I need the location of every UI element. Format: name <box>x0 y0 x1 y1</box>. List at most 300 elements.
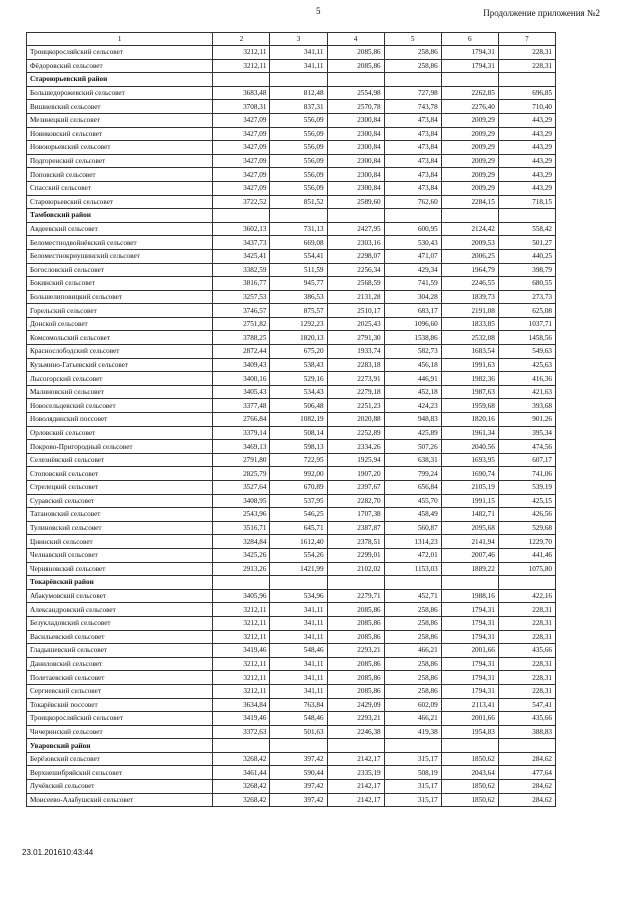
value-cell: 1421,99 <box>270 562 327 576</box>
value-cell: 3427,09 <box>213 181 270 195</box>
value-cell: 741,06 <box>498 467 555 481</box>
value-cell: 537,95 <box>270 494 327 508</box>
value-cell: 554,26 <box>270 548 327 562</box>
settlement-name: Троицкоросляйский сельсовет <box>27 712 213 726</box>
settlement-name: Татановский сельсовет <box>27 508 213 522</box>
value-cell: 2284,15 <box>441 195 498 209</box>
value-cell: 2256,34 <box>327 263 384 277</box>
value-cell: 1850,62 <box>441 752 498 766</box>
value-cell: 2872,44 <box>213 345 270 359</box>
value-cell: 3437,73 <box>213 236 270 250</box>
value-cell: 315,17 <box>384 752 441 766</box>
value-cell: 3212,11 <box>213 657 270 671</box>
table-row <box>27 467 556 481</box>
value-cell: 228,31 <box>498 657 555 671</box>
settlement-name: Токарёвский поссовет <box>27 698 213 712</box>
table-row <box>27 331 556 345</box>
value-cell: 452,18 <box>384 385 441 399</box>
value-cell: 3427,09 <box>213 113 270 127</box>
value-cell: 2335,19 <box>327 766 384 780</box>
value-cell <box>213 73 270 87</box>
value-cell: 429,34 <box>384 263 441 277</box>
value-cell: 501,27 <box>498 236 555 250</box>
value-cell: 2298,07 <box>327 249 384 263</box>
value-cell: 731,13 <box>270 222 327 236</box>
value-cell: 2085,86 <box>327 684 384 698</box>
print-timestamp: 23.01.201610:43:44 <box>22 848 94 857</box>
value-cell: 3382,59 <box>213 263 270 277</box>
settlement-name: Большелиповицкий сельсовет <box>27 290 213 304</box>
value-cell: 1292,23 <box>270 317 327 331</box>
value-cell: 2085,86 <box>327 46 384 60</box>
table-row <box>27 141 556 155</box>
value-cell <box>384 739 441 753</box>
value-cell <box>384 73 441 87</box>
value-cell: 284,62 <box>498 780 555 794</box>
settlement-name: Вишневский сельсовет <box>27 100 213 114</box>
value-cell: 3427,09 <box>213 154 270 168</box>
value-cell: 397,42 <box>270 780 327 794</box>
value-cell: 228,31 <box>498 59 555 73</box>
table-row <box>27 793 556 807</box>
value-cell: 1229,70 <box>498 535 555 549</box>
value-cell: 2085,86 <box>327 630 384 644</box>
value-cell: 948,83 <box>384 413 441 427</box>
value-cell: 426,56 <box>498 508 555 522</box>
table-row <box>27 630 556 644</box>
value-cell: 443,29 <box>498 113 555 127</box>
value-cell: 3268,42 <box>213 752 270 766</box>
value-cell: 3427,09 <box>213 127 270 141</box>
value-cell: 472,01 <box>384 548 441 562</box>
value-cell: 2246,55 <box>441 277 498 291</box>
column-header: 4 <box>327 33 384 46</box>
value-cell: 466,21 <box>384 644 441 658</box>
value-cell: 258,86 <box>384 616 441 630</box>
value-cell: 416,36 <box>498 372 555 386</box>
value-cell <box>498 739 555 753</box>
value-cell <box>327 209 384 223</box>
value-cell: 538,43 <box>270 358 327 372</box>
value-cell: 304,28 <box>384 290 441 304</box>
value-cell: 2142,17 <box>327 752 384 766</box>
value-cell: 1082,19 <box>270 413 327 427</box>
settlement-name: Комсомольский сельсовет <box>27 331 213 345</box>
value-cell: 2252,89 <box>327 426 384 440</box>
value-cell: 2141,94 <box>441 535 498 549</box>
value-cell: 1933,74 <box>327 345 384 359</box>
value-cell: 2429,09 <box>327 698 384 712</box>
column-header: 2 <box>213 33 270 46</box>
value-cell: 1987,63 <box>441 385 498 399</box>
table-row <box>27 426 556 440</box>
table-row <box>27 725 556 739</box>
table-body <box>27 46 556 807</box>
value-cell: 2009,29 <box>441 181 498 195</box>
table-row <box>27 603 556 617</box>
value-cell: 2543,96 <box>213 508 270 522</box>
settlement-name: Чичеринский сельсовет <box>27 725 213 739</box>
settlement-name: Черняновский сельсовет <box>27 562 213 576</box>
value-cell: 625,08 <box>498 304 555 318</box>
settlement-name: Новолядинский поссовет <box>27 413 213 427</box>
value-cell: 228,31 <box>498 630 555 644</box>
value-cell: 549,63 <box>498 345 555 359</box>
settlement-name: Беломестнодвойнёвский сельсовет <box>27 236 213 250</box>
table-row <box>27 616 556 630</box>
value-cell: 1794,31 <box>441 46 498 60</box>
value-cell: 3212,11 <box>213 630 270 644</box>
value-cell: 2009,29 <box>441 113 498 127</box>
value-cell: 2009,29 <box>441 168 498 182</box>
district-name: Уваровский район <box>27 739 213 753</box>
value-cell <box>270 576 327 590</box>
data-table <box>26 32 556 807</box>
table-row <box>27 154 556 168</box>
value-cell: 2124,42 <box>441 222 498 236</box>
settlement-name: Лысогорский сельсовет <box>27 372 213 386</box>
value-cell <box>327 73 384 87</box>
value-cell <box>327 576 384 590</box>
value-cell: 645,71 <box>270 521 327 535</box>
value-cell <box>498 209 555 223</box>
settlement-name: Цнинский сельсовет <box>27 535 213 549</box>
settlement-name: Авдеевский сельсовет <box>27 222 213 236</box>
value-cell <box>441 73 498 87</box>
value-cell: 473,84 <box>384 154 441 168</box>
column-header: 1 <box>27 33 213 46</box>
value-cell: 2102,02 <box>327 562 384 576</box>
value-cell: 1907,20 <box>327 467 384 481</box>
value-cell <box>213 739 270 753</box>
value-cell: 1850,62 <box>441 793 498 807</box>
value-cell: 2142,17 <box>327 793 384 807</box>
value-cell: 548,46 <box>270 644 327 658</box>
value-cell: 2293,21 <box>327 644 384 658</box>
value-cell: 741,59 <box>384 277 441 291</box>
table-row <box>27 548 556 562</box>
table-row <box>27 127 556 141</box>
value-cell: 3212,11 <box>213 671 270 685</box>
value-cell: 2554,98 <box>327 86 384 100</box>
value-cell: 2113,41 <box>441 698 498 712</box>
value-cell: 2913,26 <box>213 562 270 576</box>
value-cell <box>498 576 555 590</box>
data-table-container <box>26 32 556 807</box>
column-number-row <box>27 33 556 46</box>
value-cell: 3400,16 <box>213 372 270 386</box>
value-cell: 2009,29 <box>441 141 498 155</box>
value-cell: 1820,16 <box>441 413 498 427</box>
value-cell: 1612,40 <box>270 535 327 549</box>
value-cell: 258,86 <box>384 59 441 73</box>
district-name: Староюрьевский район <box>27 73 213 87</box>
settlement-name: Васильевский сельсовет <box>27 630 213 644</box>
column-header: 6 <box>441 33 498 46</box>
value-cell: 534,43 <box>270 385 327 399</box>
value-cell <box>384 576 441 590</box>
table-row <box>27 780 556 794</box>
value-cell: 607,17 <box>498 453 555 467</box>
value-cell: 258,86 <box>384 684 441 698</box>
value-cell: 3427,09 <box>213 141 270 155</box>
value-cell: 2299,01 <box>327 548 384 562</box>
value-cell: 466,21 <box>384 712 441 726</box>
settlement-name: Александровский сельсовет <box>27 603 213 617</box>
value-cell: 3788,25 <box>213 331 270 345</box>
value-cell: 1961,34 <box>441 426 498 440</box>
value-cell: 638,31 <box>384 453 441 467</box>
settlement-name: Фёдоровский сельсовет <box>27 59 213 73</box>
value-cell: 556,09 <box>270 127 327 141</box>
settlement-name: Даниловский сельсовет <box>27 657 213 671</box>
value-cell: 458,49 <box>384 508 441 522</box>
settlement-name: Богословский сельсовет <box>27 263 213 277</box>
value-cell: 258,86 <box>384 671 441 685</box>
settlement-name: Новосельцевский сельсовет <box>27 399 213 413</box>
settlement-name: Спасский сельсовет <box>27 181 213 195</box>
value-cell: 2276,40 <box>441 100 498 114</box>
value-cell: 547,41 <box>498 698 555 712</box>
value-cell: 875,57 <box>270 304 327 318</box>
table-row <box>27 562 556 576</box>
table-row <box>27 508 556 522</box>
table-row <box>27 86 556 100</box>
value-cell: 456,18 <box>384 358 441 372</box>
value-cell: 443,29 <box>498 127 555 141</box>
value-cell: 2001,66 <box>441 712 498 726</box>
value-cell: 398,79 <box>498 263 555 277</box>
table-row <box>27 481 556 495</box>
value-cell: 600,95 <box>384 222 441 236</box>
value-cell: 1794,31 <box>441 657 498 671</box>
value-cell <box>327 739 384 753</box>
value-cell: 2085,86 <box>327 59 384 73</box>
value-cell: 2300,84 <box>327 141 384 155</box>
value-cell: 3405,43 <box>213 385 270 399</box>
table-row <box>27 345 556 359</box>
value-cell: 534,96 <box>270 589 327 603</box>
value-cell: 2085,86 <box>327 603 384 617</box>
settlement-name: Покрово-Пригородный сельсовет <box>27 440 213 454</box>
value-cell: 2300,84 <box>327 168 384 182</box>
value-cell: 3212,11 <box>213 46 270 60</box>
value-cell: 3634,84 <box>213 698 270 712</box>
value-cell: 2246,38 <box>327 725 384 739</box>
value-cell: 1889,22 <box>441 562 498 576</box>
value-cell: 1153,03 <box>384 562 441 576</box>
value-cell: 1850,62 <box>441 780 498 794</box>
value-cell: 680,55 <box>498 277 555 291</box>
table-row <box>27 317 556 331</box>
value-cell: 284,62 <box>498 793 555 807</box>
settlement-name: Донской сельсовет <box>27 317 213 331</box>
value-cell: 3816,77 <box>213 277 270 291</box>
value-cell: 3379,14 <box>213 426 270 440</box>
settlement-name: Краснослободский сельсовет <box>27 345 213 359</box>
value-cell: 1096,60 <box>384 317 441 331</box>
settlement-name: Селезнёвский сельсовет <box>27 453 213 467</box>
value-cell: 799,24 <box>384 467 441 481</box>
value-cell: 1693,95 <box>441 453 498 467</box>
settlement-name: Мезинецкий сельсовет <box>27 113 213 127</box>
value-cell: 2085,86 <box>327 657 384 671</box>
value-cell: 546,25 <box>270 508 327 522</box>
settlement-name: Бокинский сельсовет <box>27 277 213 291</box>
value-cell: 851,52 <box>270 195 327 209</box>
value-cell: 529,68 <box>498 521 555 535</box>
value-cell: 556,09 <box>270 154 327 168</box>
table-row <box>27 413 556 427</box>
value-cell <box>270 73 327 87</box>
table-row <box>27 535 556 549</box>
value-cell: 2751,82 <box>213 317 270 331</box>
value-cell <box>270 209 327 223</box>
continuation-caption: Продолжение приложения №2 <box>483 8 600 18</box>
value-cell: 3425,41 <box>213 249 270 263</box>
value-cell: 763,84 <box>270 698 327 712</box>
value-cell: 3461,44 <box>213 766 270 780</box>
district-header-row <box>27 739 556 753</box>
value-cell: 341,11 <box>270 616 327 630</box>
table-row <box>27 494 556 508</box>
value-cell: 341,11 <box>270 684 327 698</box>
value-cell: 992,00 <box>270 467 327 481</box>
value-cell: 2095,68 <box>441 521 498 535</box>
table-row <box>27 752 556 766</box>
value-cell: 473,84 <box>384 168 441 182</box>
value-cell: 3425,26 <box>213 548 270 562</box>
value-cell: 2262,85 <box>441 86 498 100</box>
value-cell: 3284,84 <box>213 535 270 549</box>
value-cell: 718,15 <box>498 195 555 209</box>
settlement-name: Стоповский сельсовет <box>27 467 213 481</box>
table-row <box>27 657 556 671</box>
value-cell: 425,15 <box>498 494 555 508</box>
settlement-name: Верхнешибряйский сельсовет <box>27 766 213 780</box>
value-cell: 696,85 <box>498 86 555 100</box>
value-cell: 443,29 <box>498 168 555 182</box>
table-row <box>27 589 556 603</box>
settlement-name: Гладышевский сельсовет <box>27 644 213 658</box>
value-cell: 452,71 <box>384 589 441 603</box>
table-row <box>27 222 556 236</box>
value-cell: 558,42 <box>498 222 555 236</box>
value-cell: 397,42 <box>270 793 327 807</box>
value-cell: 341,11 <box>270 630 327 644</box>
table-row <box>27 195 556 209</box>
value-cell: 722,95 <box>270 453 327 467</box>
value-cell: 2273,91 <box>327 372 384 386</box>
value-cell: 284,62 <box>498 752 555 766</box>
value-cell: 341,11 <box>270 671 327 685</box>
value-cell: 548,46 <box>270 712 327 726</box>
value-cell: 443,29 <box>498 181 555 195</box>
settlement-name: Новиковский сельсовет <box>27 127 213 141</box>
value-cell: 1954,83 <box>441 725 498 739</box>
value-cell: 1794,31 <box>441 603 498 617</box>
table-row <box>27 385 556 399</box>
settlement-name: Моисеево-Алабушский сельсовет <box>27 793 213 807</box>
value-cell: 1925,94 <box>327 453 384 467</box>
table-row <box>27 712 556 726</box>
district-header-row <box>27 576 556 590</box>
value-cell: 473,84 <box>384 181 441 195</box>
value-cell: 2009,29 <box>441 154 498 168</box>
page-number: 5 <box>316 6 321 16</box>
value-cell <box>213 576 270 590</box>
table-row <box>27 440 556 454</box>
settlement-name: Безукладовский сельсовет <box>27 616 213 630</box>
value-cell: 1794,31 <box>441 630 498 644</box>
value-cell: 2825,79 <box>213 467 270 481</box>
value-cell: 2009,53 <box>441 236 498 250</box>
district-name: Токарёвский район <box>27 576 213 590</box>
table-row <box>27 249 556 263</box>
value-cell <box>441 739 498 753</box>
value-cell <box>441 576 498 590</box>
value-cell: 2300,84 <box>327 127 384 141</box>
value-cell: 422,16 <box>498 589 555 603</box>
value-cell: 1959,68 <box>441 399 498 413</box>
settlement-name: Орловский сельсовет <box>27 426 213 440</box>
value-cell: 670,89 <box>270 481 327 495</box>
settlement-name: Большедорожевский сельсовет <box>27 86 213 100</box>
value-cell: 3722,52 <box>213 195 270 209</box>
value-cell: 508,14 <box>270 426 327 440</box>
value-cell: 1538,86 <box>384 331 441 345</box>
settlement-name: Сергиевский сельсовет <box>27 684 213 698</box>
value-cell: 3419,46 <box>213 712 270 726</box>
value-cell: 1482,71 <box>441 508 498 522</box>
value-cell: 1690,74 <box>441 467 498 481</box>
value-cell: 727,98 <box>384 86 441 100</box>
value-cell: 2131,28 <box>327 290 384 304</box>
value-cell: 530,43 <box>384 236 441 250</box>
value-cell <box>441 209 498 223</box>
settlement-name: Стрелецкий сельсовет <box>27 481 213 495</box>
value-cell: 556,09 <box>270 181 327 195</box>
value-cell: 2300,84 <box>327 113 384 127</box>
value-cell: 1075,80 <box>498 562 555 576</box>
value-cell: 388,83 <box>498 725 555 739</box>
settlement-name: Подгоренский сельсовет <box>27 154 213 168</box>
value-cell: 2334,26 <box>327 440 384 454</box>
settlement-name: Беломестнокриушинский сельсовет <box>27 249 213 263</box>
value-cell: 477,64 <box>498 766 555 780</box>
value-cell: 1982,36 <box>441 372 498 386</box>
value-cell: 258,86 <box>384 657 441 671</box>
value-cell: 1988,16 <box>441 589 498 603</box>
value-cell: 2427,95 <box>327 222 384 236</box>
value-cell: 2300,84 <box>327 181 384 195</box>
value-cell: 1991,15 <box>441 494 498 508</box>
value-cell: 2397,67 <box>327 481 384 495</box>
value-cell: 2009,29 <box>441 127 498 141</box>
settlement-name: Берёзовский сельсовет <box>27 752 213 766</box>
value-cell: 3419,46 <box>213 644 270 658</box>
value-cell: 473,84 <box>384 113 441 127</box>
value-cell: 2191,08 <box>441 304 498 318</box>
value-cell: 556,09 <box>270 168 327 182</box>
table-row <box>27 181 556 195</box>
table-row <box>27 168 556 182</box>
value-cell: 341,11 <box>270 603 327 617</box>
value-cell: 2283,18 <box>327 358 384 372</box>
value-cell: 2279,18 <box>327 385 384 399</box>
value-cell: 812,48 <box>270 86 327 100</box>
value-cell: 556,09 <box>270 141 327 155</box>
